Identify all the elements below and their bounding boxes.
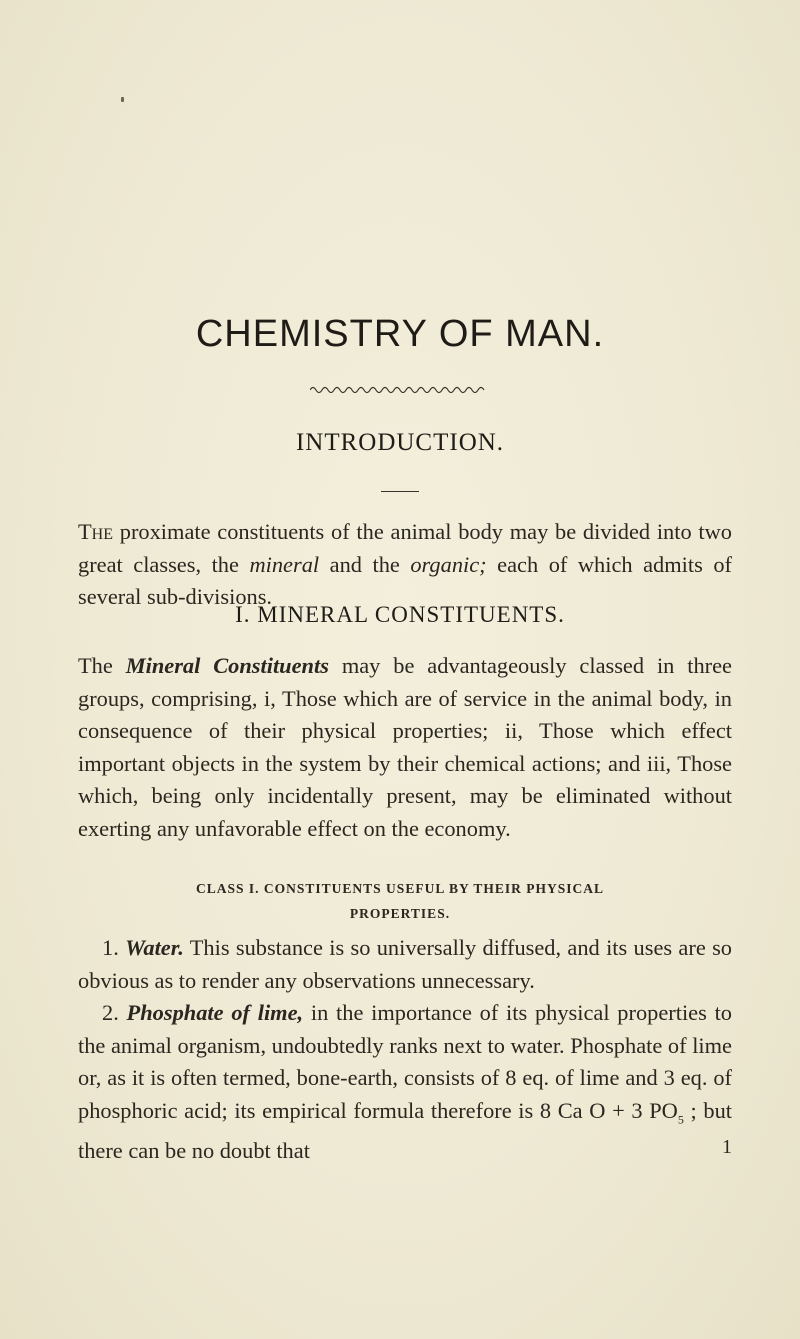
water-text: This substance is so universally diffused, and its uses are so obvious as to render any observations unnecessary. (78, 935, 732, 993)
water-paragraph (78, 932, 732, 997)
class-heading-line-2: PROPERTIES. (349, 906, 451, 921)
section-title: INTRODUCTION. (295, 429, 505, 456)
intro-paragraph (78, 516, 732, 614)
short-rule (381, 491, 419, 492)
intro-lead: The (78, 519, 114, 544)
mineral-text: may be advantageously classed in three groups, comprising, i, Those which are of service in the animal body, in consequence of their physical properties; ii, Those which effect important objects in the system by their chemical actions; and iii, Those which, being only incidentally present, may be eliminated without exerting any unfavorable effect on the economy. (78, 653, 732, 841)
phosphate-number: 2. (102, 1000, 127, 1025)
wavy-ornament-rule (310, 384, 486, 396)
phosphate-text-end: ; but there can be no doubt that (78, 1097, 732, 1164)
class-heading-line-1: CLASS I. CONSTITUENTS USEFUL BY THEIR PHYSICAL (196, 881, 604, 896)
part-heading: I. MINERAL CONSTITUENTS. (235, 602, 565, 627)
phosphate-paragraph (78, 997, 732, 1168)
intro-organic: organic; (410, 551, 487, 577)
water-label: Water. (125, 935, 184, 960)
page-number: 1 (722, 1136, 732, 1158)
water-number: 1. (102, 935, 126, 960)
ink-speck (121, 97, 124, 102)
phosphate-text: in the importance of its physical properties to the animal organism, undoubtedly ranks next to water. Phosphate of lime or, as it is often termed, bone-earth, consists of 8 eq. of lime and 3 eq. of phosphoric acid; its empirical formula therefore is 8 Ca O + 3 PO (78, 1000, 733, 1123)
running-title: CHEMISTRY OF MAN. (195, 313, 605, 355)
phosphate-label: Phosphate of lime, (126, 1000, 304, 1025)
intro-text-1: proximate constituents of the animal body may be divided into two great classes, the (78, 519, 732, 577)
mineral-emphasis: Mineral Constituents (125, 653, 329, 678)
intro-text-3: each of which admits of several sub-divisions. (78, 551, 732, 609)
mineral-paragraph (78, 650, 732, 845)
intro-text-2: and the (319, 551, 411, 577)
mineral-prefix: The (78, 653, 126, 678)
phosphate-subscript: 5 (677, 1111, 684, 1126)
intro-mineral: mineral (249, 551, 320, 577)
